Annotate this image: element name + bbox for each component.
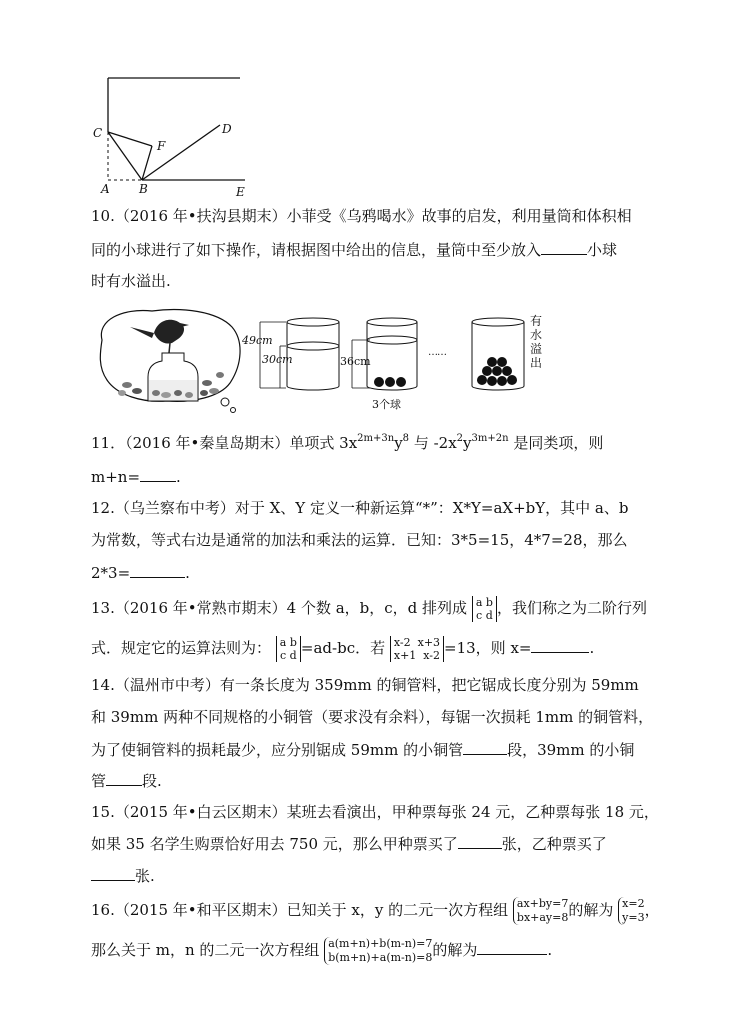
det1-c: c (476, 609, 483, 622)
q13-text-c: 式．规定它的运算法则为： (91, 639, 272, 657)
q15-line3 (91, 865, 155, 886)
q16-line1 (91, 894, 660, 926)
q16-line2: 那么关于 m，n 的二元一次方程组 a(m+n)+b(m-n)=7 b(m+n)+a(m-n)=8的解为 . (91, 937, 553, 964)
overflow-char-3: 溢 (530, 342, 543, 356)
q13-answer-blank[interactable] (531, 637, 589, 653)
q11-exp2: 8 (402, 433, 410, 444)
q16-text-e: 的解为 (432, 941, 478, 959)
q10-line3: 时有水溢出. (91, 272, 171, 290)
q13-text-e: =13，则 x= (444, 639, 532, 657)
q11-line2: m+n= . (91, 468, 181, 486)
q12-expr: 2*3= (91, 564, 131, 582)
q10-answer-blank[interactable] (541, 239, 587, 255)
det3-12: x+3 (417, 636, 441, 649)
geometry-figure (95, 70, 265, 200)
q14-text-c: 管 (91, 772, 107, 790)
label-a: A (101, 182, 110, 196)
sys2-eq1: a(m+n)+b(m-n)=7 (328, 937, 433, 950)
q12-line1: 12.（乌兰察布中考）对于 X、Y 定义一种新运算“*”：X*Y=aX+bY，其中 a、b (91, 499, 629, 517)
det2-b: b (289, 636, 297, 649)
q15-answer-blank-1[interactable] (458, 833, 502, 849)
det2-d: d (289, 649, 297, 662)
sol-x: x=2 (622, 897, 645, 910)
q14-answer-blank-1[interactable] (463, 739, 507, 755)
q10-line1: 10.（2016 年•扶沟县期末）小菲受《乌鸦喝水》故事的启发，利用量筒和体积相 (91, 207, 632, 225)
sol-y: y=3 (622, 911, 645, 924)
q11-answer-blank[interactable] (140, 466, 176, 482)
det3-21: x+1 (393, 649, 417, 662)
q11-mid: 与 -2x (409, 434, 457, 452)
q16-text-b: 的解为 (568, 901, 614, 919)
q11-y1: y (394, 434, 403, 452)
q14-line4 (91, 770, 162, 791)
overflow-char-1: 有 (530, 314, 543, 328)
det3-11: x-2 (393, 636, 411, 649)
q13-text-d: =ad-bc．若 (300, 639, 386, 657)
determinant-x (390, 636, 444, 662)
label-d: D (222, 122, 232, 136)
det2-a: a (279, 636, 287, 649)
q11-exp3: 2 (456, 433, 464, 444)
det1-b: b (485, 596, 493, 609)
q15-line1: 15.（2015 年•白云区期末）某班去看演出，甲种票每张 24 元，乙种票每张 18 元， (91, 803, 659, 821)
q12-answer-blank[interactable] (130, 562, 185, 578)
label-36cm: 36cm (340, 355, 371, 368)
q15-line2 (91, 833, 607, 854)
det1-a: a (475, 596, 483, 609)
overflow-char-4: 出 (530, 356, 543, 370)
q11-y2: y (463, 434, 472, 452)
q13-line1 (91, 594, 647, 622)
q15-text-c: 张. (135, 867, 155, 885)
label-f: F (157, 139, 166, 153)
label-30cm: 30cm (262, 353, 293, 366)
q14-text-d: 段. (142, 772, 162, 790)
equation-system-1 (513, 897, 568, 925)
q16-text-d: 那么关于 m，n 的二元一次方程组 (91, 941, 320, 959)
overflow-label (530, 314, 544, 370)
q15-text-b: 张，乙种票买了 (501, 835, 607, 853)
det2-c: c (279, 649, 287, 662)
q15-answer-blank-2[interactable] (91, 865, 135, 881)
q12-line3: 2*3= . (91, 564, 190, 582)
q11-mn: m+n= (91, 468, 141, 486)
q11-suffix: 是同类项，则 (508, 434, 604, 452)
label-e: E (236, 185, 245, 199)
q11-prefix: 11．（2016 年•秦皇岛期末）单项式 3x (91, 434, 358, 452)
label-3-balls: 3个球 (372, 398, 401, 411)
q15-text-a: 如果 35 名学生购票恰好用去 750 元，那么甲种票买了 (91, 835, 458, 853)
det3-22: x-2 (423, 649, 441, 662)
det1-d: d (485, 609, 493, 622)
determinant-abcd (472, 596, 497, 622)
q13-text-a: 13.（2016 年•常熟市期末）4 个数 a，b，c，d 排列成 (91, 599, 468, 617)
q10-line2 (91, 239, 617, 260)
q14-line1: 14.（温州市中考）有一条长度为 359mm 的铜管料，把它锯成长度分别为 59mm (91, 676, 639, 694)
label-49cm: 49cm (242, 334, 273, 347)
q14-text-a: 为了使铜管料的损耗最少，应分别锯成 59mm 的小铜管 (91, 741, 464, 759)
q16-text-a: 16.（2015 年•和平区期末）已知关于 x，y 的二元一次方程组 (91, 901, 509, 919)
q14-line2: 和 39mm 两种不同规格的小铜管（要求没有余料），每锯一次损耗 1mm 的铜管料， (91, 708, 654, 726)
q11-line1 (91, 429, 603, 453)
q14-answer-blank-2[interactable] (106, 770, 142, 786)
crow-bottle-illustration (92, 305, 247, 415)
q16-text-c: ， (644, 901, 660, 919)
determinant-rule (276, 636, 301, 662)
q14-text-b: 段，39mm 的小铜 (507, 741, 635, 759)
sys2-eq2: b(m+n)+a(m-n)=8 (328, 951, 433, 964)
ellipsis-dots: …… (428, 347, 446, 358)
q10-line2-text: 同的小球进行了如下操作，请根据图中给出的信息，量筒中至少放入 (91, 241, 542, 259)
sys1-eq1: ax+by=7 (516, 897, 569, 910)
overflow-char-2: 水 (530, 328, 543, 342)
sys1-eq2: bx+ay=8 (516, 911, 569, 924)
q13-line2: 式．规定它的运算法则为： a b c d =ad-bc．若 x-2 x+3 x+1 x-2 =13，则 x= . (91, 636, 595, 662)
equation-system-2 (324, 937, 432, 965)
q13-text-b: ，我们称之为二阶行列 (496, 599, 647, 617)
q11-exp4: 3m+2n (471, 433, 509, 444)
q11-exp1: 2m+3n (357, 433, 395, 444)
q14-line3 (91, 739, 634, 760)
solution-system (618, 897, 644, 925)
label-c: C (93, 126, 103, 140)
q16-answer-blank[interactable] (477, 939, 547, 955)
q10-line2-end: 小球 (587, 241, 618, 259)
label-b: B (139, 182, 148, 196)
q12-line2: 为常数，等式右边是通常的加法和乘法的运算．已知：3*5=15，4*7=28，那么 (91, 531, 628, 549)
